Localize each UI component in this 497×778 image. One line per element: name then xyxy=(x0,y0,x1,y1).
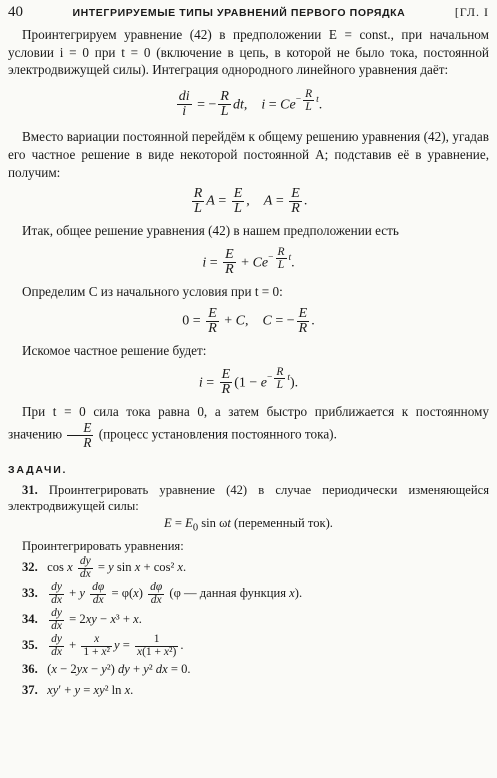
page-header xyxy=(8,4,489,26)
chapter-label: [ГЛ. I xyxy=(454,5,489,19)
task-37-number: 37. xyxy=(22,683,38,698)
task-33: 33. $\frac{dy}{dx}$ + y $\frac{d\varphi}{dx}$ = φ(x) $\frac{d\varphi}{dx}$ (φ — данная функция x). xyxy=(22,581,303,606)
conclusion-text-b: (процесс установления постоянного тока). xyxy=(98,426,337,442)
formula-general-solution: i = $\frac{E}{R}$ + $Ce^{- \frac{R}{L} t}$. xyxy=(202,245,295,278)
conclusion-text-a: При t = 0 сила тока равна 0, а затем быстро приближается к постоянному значению xyxy=(8,404,489,442)
task-31-equation: $E = E_0$ sin ωt (переменный ток). xyxy=(164,515,333,534)
task-35: 35. $\frac{dy}{dx}$ + $\frac{x}{\text{1 + x²}}$ y = $\frac{1}{\text{x(1 + x²)}}$ . xyxy=(22,633,184,658)
paragraph-particular-guess: Вместо вариации постоянной перейдём к общему решению уравнения (42), угадав его частное решение в виде некоторой постоянной A; подставив её в уравнение, получим: xyxy=(8,129,489,180)
task-34: 34. $\frac{dy}{dx}$ = 2xy − x³ + x. xyxy=(22,607,142,632)
task-31-text: Проинтегрировать уравнение (42) в случае периодически изменяющейся электродвижущей силы: xyxy=(8,482,489,513)
task-32-number: 32. xyxy=(22,560,38,575)
task-31 xyxy=(8,482,489,514)
task-34-number: 34. xyxy=(22,612,38,627)
tasks-heading: ЗАДАЧИ. xyxy=(8,463,68,476)
formula-particular-solution: i = $\frac{E}{R}$ $(1 - e^{- \frac{R}{L} t})$. xyxy=(198,365,299,398)
task-33-number: 33. xyxy=(22,586,38,601)
task-32: 32. cos x $\frac{dy}{dx}$ = y sin x + cos² x. xyxy=(22,555,187,580)
formula-homogeneous-solution: $\frac{di}{i}$ = − $\frac{R}{L}$ dt, $i = Ce^{- \frac{R}{L} t}$. xyxy=(178,87,323,120)
formula-steady-value: $\frac{E}{R}$ xyxy=(67,421,93,450)
paragraph-general-solution: Итак, общее решение уравнения (42) в нашем предположении есть xyxy=(22,223,399,239)
paragraph-particular-solution: Искомое частное решение будет: xyxy=(22,343,207,358)
task-31-number: 31. xyxy=(22,482,38,497)
paragraph-integration: Проинтегрируем уравнение (42) в предположении E = const., при начальном условии i = 0 при t = 0 (включение в цепь, в которой не было тока, постоянной электродвижущей силы). Интеграция однородного линейного уравнения даёт: xyxy=(8,27,489,78)
paragraph-conclusion xyxy=(8,403,489,450)
page-number: 40 xyxy=(8,4,23,20)
formula-constant-C: 0 = $\frac{E}{R}$ + C, C = − $\frac{E}{R}$ . xyxy=(182,306,315,336)
task-36: 36. (x − 2yx − y²) dy + y² dx = 0. xyxy=(22,660,489,679)
integrate-instruction: Проинтегрировать уравнения: xyxy=(22,539,184,554)
task-35-number: 35. xyxy=(22,638,38,653)
book-page xyxy=(8,4,489,702)
task-36-number: 36. xyxy=(22,662,38,677)
paragraph-initial-condition: Определим C из начального условия при t = 0: xyxy=(22,284,283,300)
running-title: ИНТЕГРИРУЕМЫЕ ТИПЫ УРАВНЕНИЙ ПЕРВОГО ПОРЯДКА xyxy=(72,7,406,19)
task-37: 37. xy′ + y = xy² ln x. xyxy=(22,681,489,700)
formula-constant-A: $\frac{R}{L}$ A = $\frac{E}{L}$ , A = $\frac{E}{R}$ . xyxy=(193,186,308,217)
